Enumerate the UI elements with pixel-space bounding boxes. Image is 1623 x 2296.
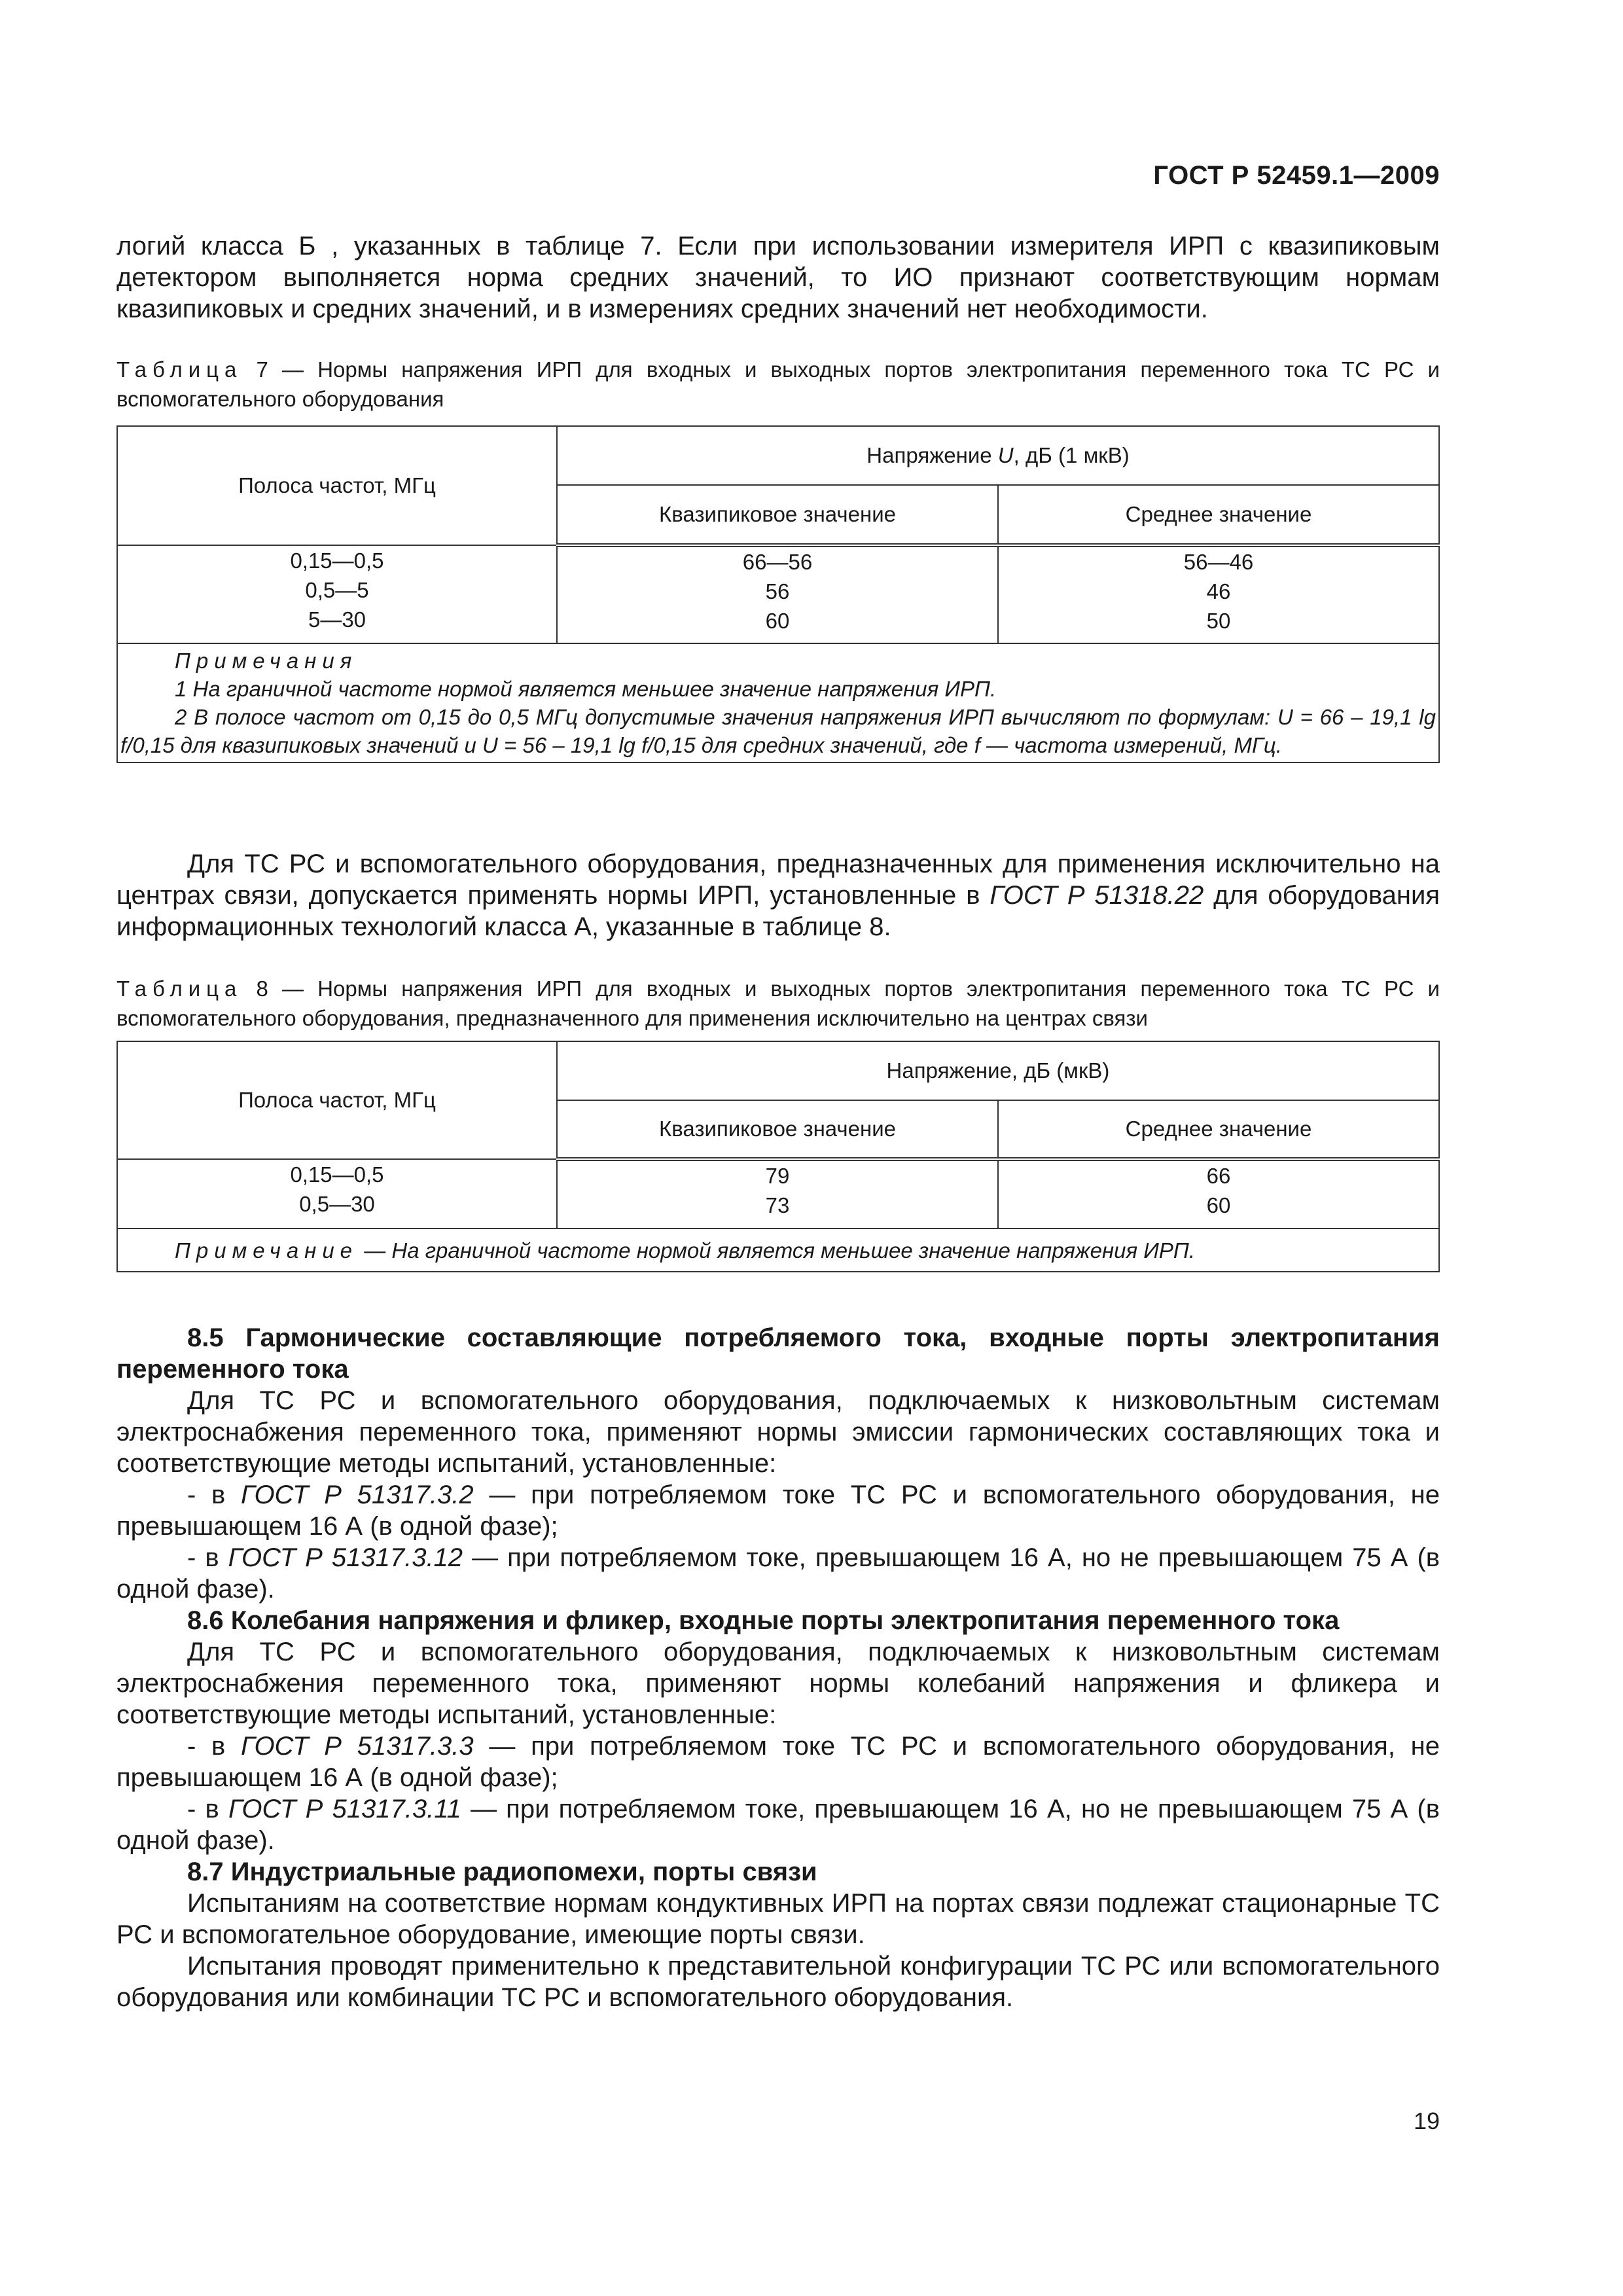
centers-paragraph: Для ТС РС и вспомогательного оборудования, предназначенных для применения исключительно на центрах связи, допускается применять нормы ИРП, установленные в ГОСТ Р 51318.22 для оборудования информационных технологий класса А, указанные в таблице 8.: [116, 850, 1440, 941]
table7-notes: [117, 643, 1439, 762]
table7-notes-title: Примечания: [175, 649, 358, 673]
table7-note-1: 1 На граничной частоте нормой является меньшее значение напряжения ИРП.: [175, 677, 997, 701]
table-cell: 66: [1206, 1164, 1231, 1188]
section-8-5-body: Для ТС РС и вспомогательного оборудования, подключаемых к низковольтным системам электроснабжения переменного тока, применяют нормы эмиссии гармонических составляющих тока и соответствующие методы испытаний, установленные:: [116, 1386, 1440, 1478]
section-8-6-heading: 8.6 Колебания напряжения и фликер, входные порты электропитания переменного тока: [187, 1606, 1340, 1635]
table-cell: 66—56: [742, 550, 813, 574]
table-cell: 0,5—5: [305, 578, 369, 602]
table7-header-freq: Полоса частот, МГц: [117, 426, 557, 545]
table8-header-freq: Полоса частот, МГц: [117, 1041, 557, 1159]
section-8-7-body-1: Испытаниям на соответствие нормам кондуктивных ИРП на портах связи подлежат стационарные ТС РС и вспомогательное оборудование, имеющие порты связи.: [116, 1889, 1440, 1949]
table-cell: 0,15—0,5: [290, 1162, 384, 1187]
section-8-6-item-1: - в ГОСТ Р 51317.3.3 — при потребляемом токе ТС РС и вспомогательного оборудования, не превышающем 16 А (в одной фазе);: [116, 1732, 1440, 1792]
table-7: [116, 425, 1440, 763]
section-8-7-heading: 8.7 Индустриальные радиопомехи, порты связи: [187, 1857, 817, 1886]
section-8-5-item-1: - в ГОСТ Р 51317.3.2 — при потребляемом токе ТС РС и вспомогательного оборудования, не превышающем 16 А (в одной фазе);: [116, 1480, 1440, 1541]
table8-caption: [116, 974, 1440, 1033]
table8-freq-cell: [117, 1159, 557, 1229]
table-cell: 0,15—0,5: [290, 548, 384, 573]
table8-caption-text: 8 — Нормы напряжения ИРП для входных и выходных портов электропитания переменного тока ТС РС и вспомогательного оборудования, предназначенного для применения исключительно на центрах связи: [116, 977, 1440, 1030]
table8-note-text: — На граничной частоте нормой является меньшее значение напряжения ИРП.: [358, 1238, 1195, 1263]
section-8-6-item-2: - в ГОСТ Р 51317.3.11 — при потребляемом токе, превышающем 16 А, но не превышающем 75 А (в одной фазе).: [116, 1795, 1440, 1855]
table8-header-avg: Среднее значение: [998, 1100, 1439, 1159]
section-8-7-body-2: Испытания проводят применительно к представительной конфигурации ТС РС или вспомогательного оборудования или комбинации ТС РС и вспомогательного оборудования.: [116, 1952, 1440, 2012]
table-cell: 46: [1206, 579, 1231, 603]
standard-reference: ГОСТ Р 51317.3.3: [241, 1732, 474, 1761]
table-8: [116, 1041, 1440, 1272]
standard-reference: ГОСТ Р 51317.3.12: [228, 1543, 463, 1572]
table7-avg-cell: [998, 545, 1439, 643]
standard-reference: ГОСТ Р 51318.22: [990, 881, 1204, 910]
document-number: ГОСТ Р 52459.1—2009: [1153, 161, 1440, 190]
section-8-5-heading: 8.5 Гармонические составляющие потребляемого тока, входные порты электропитания переменного тока: [116, 1323, 1440, 1384]
page-number: 19: [1413, 2108, 1440, 2134]
table8-caption-label: Таблица: [116, 977, 243, 1001]
section-8-5-item-2: - в ГОСТ Р 51317.3.12 — при потребляемом токе, превышающем 16 А, но не превышающем 75 А (в одной фазе).: [116, 1543, 1440, 1604]
table8-header-qp: Квазипиковое значение: [557, 1100, 998, 1159]
table7-header-avg: Среднее значение: [998, 485, 1439, 545]
standard-reference: ГОСТ Р 51317.3.2: [241, 1480, 474, 1509]
table-cell: 56—46: [1183, 550, 1254, 574]
intro-paragraph: логий класса Б , указанных в таблице 7. Если при использовании измерителя ИРП с квазипиковым детектором выполняется норма средних значений, то ИО признают соответствующим нормам квазипиковых и средних значений, и в измерениях средних значений нет необходимости.: [116, 232, 1440, 323]
table7-caption-text: 7 — Нормы напряжения ИРП для входных и выходных портов электропитания переменного тока ТС РС и вспомогательного оборудования: [116, 357, 1440, 411]
table8-note: [117, 1229, 1439, 1272]
table8-avg-cell: [998, 1159, 1439, 1229]
table-cell: 73: [765, 1193, 790, 1217]
table7-header-qp: Квазипиковое значение: [557, 485, 998, 545]
table-cell: 0,5—30: [299, 1192, 375, 1216]
table8-header-voltage: Напряжение, дБ (мкВ): [557, 1041, 1439, 1100]
table-cell: 60: [1206, 1193, 1231, 1217]
table-cell: 60: [765, 609, 790, 633]
table7-caption: [116, 355, 1440, 414]
standard-reference: ГОСТ Р 51317.3.11: [228, 1795, 461, 1823]
table-cell: 79: [765, 1164, 790, 1188]
section-8-6-body: Для ТС РС и вспомогательного оборудования, подключаемых к низковольтным системам электроснабжения переменного тока, применяют нормы колебаний напряжения и фликера и соответствующие методы испытаний, установленные:: [116, 1638, 1440, 1729]
table-cell: 50: [1206, 609, 1231, 633]
table8-note-label: Примечание: [175, 1238, 359, 1263]
table7-header-voltage: Напряжение U, дБ (1 мкВ): [557, 426, 1439, 485]
table8-qp-cell: [557, 1159, 998, 1229]
table7-freq-cell: [117, 545, 557, 643]
table-cell: 56: [765, 579, 790, 603]
table7-caption-label: Таблица: [116, 357, 243, 382]
table-cell: 5—30: [308, 607, 366, 632]
table7-qp-cell: [557, 545, 998, 643]
table7-note-2: 2 В полосе частот от 0,15 до 0,5 МГц допустимые значения напряжения ИРП вычисляют по формулам: U = 66 – 19,1 lg f/0,15 для квазипиковых значений и U = 56 – 19,1 lg f/0,15 для средних значений, где f — частота измерений, МГц.: [120, 705, 1436, 757]
